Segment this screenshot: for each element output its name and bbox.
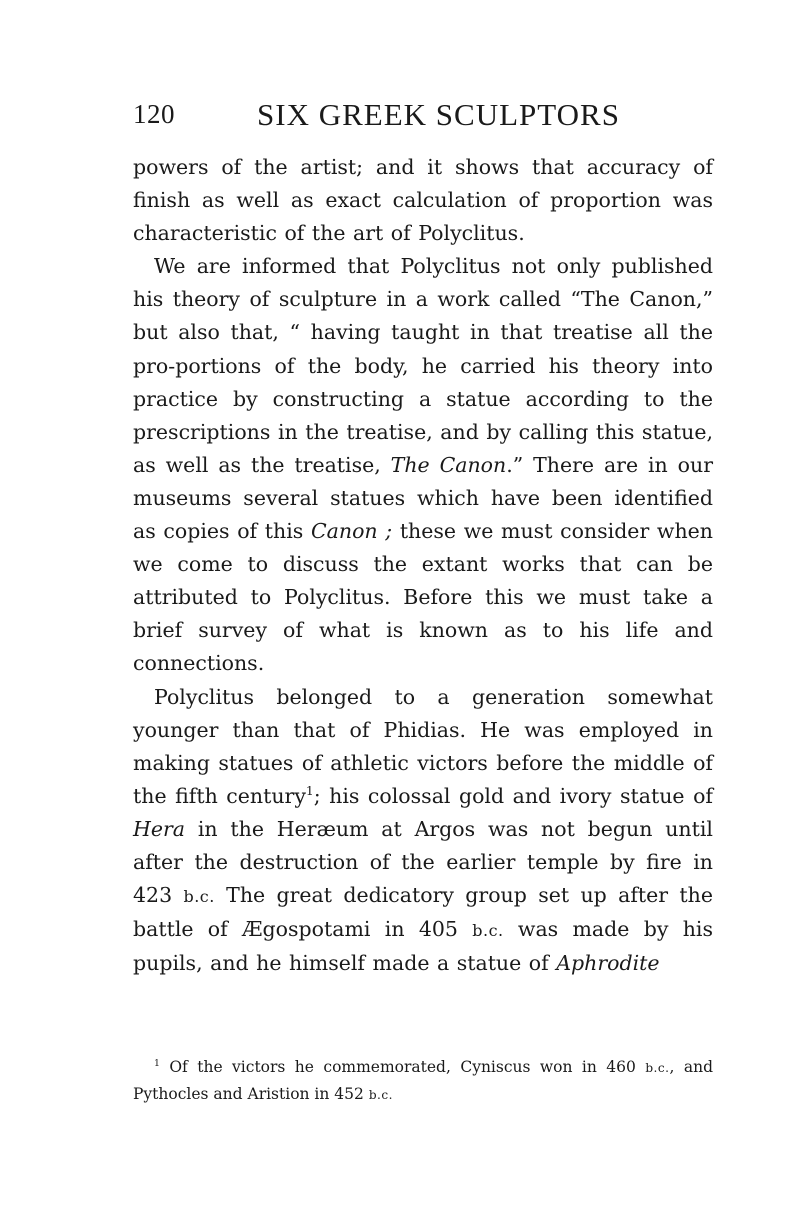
italic-name: Hera <box>133 816 186 841</box>
italic-title: The Canon <box>390 452 507 477</box>
era-abbreviation: b.c. <box>368 1088 394 1102</box>
era-abbreviation: b.c. <box>183 887 215 907</box>
paragraph <box>133 151 713 250</box>
paragraph-text: powers of the artist; and it shows that accuracy of finish as well as exact calculation of proportion was characteristic of the art of Polyclitus. <box>133 155 713 246</box>
paragraph-text: We are informed that Polyclitus not only published his theory of sculpture in a work called “The Canon,” but also that, “ having taught in that treatise all the pro-portions of the body, he carried his theory into practice by constructing a statue according to the prescriptions in the treatise, and by calling this statue, as well as the treatise, <box>133 254 713 477</box>
paragraph-text: Polyclitus belonged to a generation somewhat younger than that of Phidias. He was employed in making statues of athletic victors before the middle of the fifth century <box>133 684 713 808</box>
paragraph-text: in the Heræum at Argos was not begun until after the destruction of the earlier temple by fire in 423 <box>133 816 713 908</box>
body-text <box>133 151 713 980</box>
page-number: 120 <box>133 99 175 129</box>
paragraph <box>133 250 713 680</box>
paragraph-text: .” There are in our museums several statues which have been identified as copies of this <box>133 452 713 544</box>
paragraph-text: ; his colossal gold and ivory statue of <box>313 783 713 808</box>
paragraph-text: these we must consider when we come to discuss the extant works that can be attributed to Polyclitus. Before this we must take a brief survey of what is known as to his life and connections. <box>133 519 713 676</box>
era-abbreviation: b.c. <box>645 1061 670 1075</box>
paragraph <box>133 681 713 981</box>
footnote-reference[interactable]: 1 <box>305 783 314 798</box>
footnote-text: , and Pythocles and Aristion in 452 <box>133 1058 714 1103</box>
paragraph-text: The great dedicatory group set up after the battle of Ægospotami in 405 <box>133 883 713 942</box>
italic-title: Canon ; <box>310 519 393 544</box>
book-page <box>133 0 713 1220</box>
footnote-marker: 1 <box>154 1057 160 1069</box>
era-abbreviation: b.c. <box>472 921 504 941</box>
running-head <box>133 99 713 139</box>
footnote-text: Of the victors he commemorated, Cyniscus won in 460 <box>159 1058 646 1076</box>
footnote <box>133 1054 713 1108</box>
paragraph-text: was made by his pupils, and he himself made a statue of <box>133 917 713 976</box>
running-title: SIX GREEK SCULPTORS <box>257 97 620 132</box>
italic-name: Aphrodite <box>556 951 660 976</box>
